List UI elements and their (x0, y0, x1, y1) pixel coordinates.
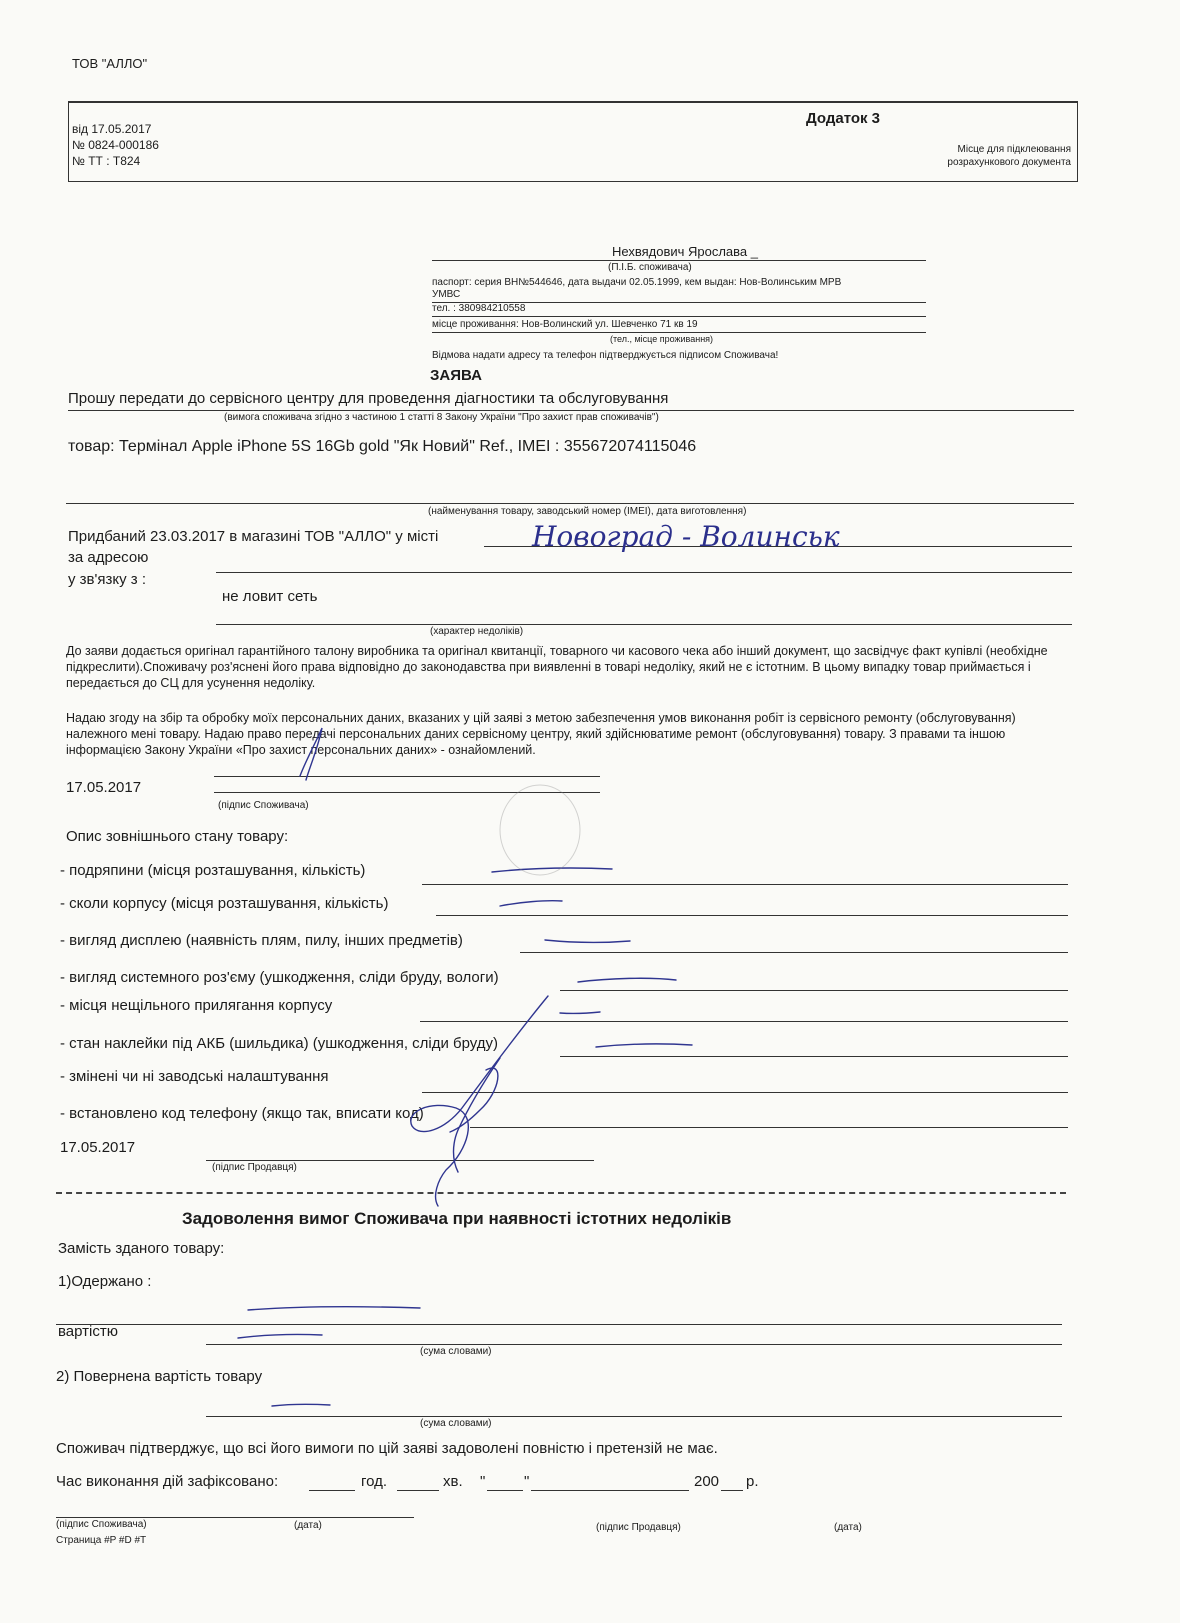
footer-consumer-sign: (підпис Споживача) (56, 1519, 147, 1530)
footer-date-1: (дата) (294, 1520, 322, 1531)
condition-dash (492, 868, 612, 872)
condition-item: - сколи корпусу (місця розташування, кількість) (60, 895, 389, 912)
warranty-paragraph: До заяви додається оригінал гарантійного талону виробника та оригінал квитанції, товарного чи касового чека або інший документ, що засвідчує факт купівлі (необхідне підкреслити).Споживачу роз'яснені його права відповідно до законодавства при виявленні в товарі недоліку, який не є істотним. В цьому випадку товар приймається і передається до СЦ для усунення недоліку. (66, 644, 1048, 690)
cost-label: вартістю (58, 1323, 118, 1340)
received-label: 1)Одержано : (58, 1273, 152, 1290)
cut-line (56, 1192, 1066, 1194)
footer-date-2: (дата) (834, 1522, 862, 1533)
receipt-place-2: розрахункового документа (947, 157, 1071, 168)
confirm-text: Споживач підтверджує, що всі його вимоги по цій заяві задоволені повністю і претензій не має. (56, 1440, 718, 1457)
returned-dash (272, 1404, 330, 1406)
consumer-sign-date: 17.05.2017 (66, 779, 142, 796)
time-minutes: хв. (443, 1473, 463, 1490)
consumer-residence: місце проживання: Нов-Волинский ул. Шевченко 71 кв 19 (432, 319, 698, 330)
statement-request: Прошу передати до сервісного центру для проведення діагностики та обслуговування (68, 390, 669, 407)
address-label: за адресою (68, 549, 149, 566)
doc-date: від 17.05.2017 (72, 122, 152, 136)
condition-item: - встановлено код телефону (якщо так, вписати код) (60, 1105, 424, 1122)
page-counter: Страница #P #D #T (56, 1535, 147, 1546)
goods-line: товар: Термінал Apple iPhone 5S 16Gb gold "Як Новий" Ref., IMEI : 355672074115046 (68, 438, 697, 455)
defect-caption: (характер недоліків) (430, 626, 524, 637)
passport-line-1: паспорт: серия ВН№544646, дата выдачи 02.05.1999, кем выдан: Нов-Волинським МРВ (432, 277, 842, 288)
instead-label: Замість зданого товару: (58, 1240, 225, 1257)
consumer-phone: тел. : 380984210558 (432, 303, 526, 314)
condition-item: - змінені чи ні заводські налаштування (60, 1068, 329, 1085)
header-box (68, 101, 1078, 182)
passport-line-2: УМВС (432, 289, 461, 300)
doc-number: № 0824-000186 (72, 138, 159, 152)
condition-dash (560, 1012, 600, 1013)
request-caption: (вимога споживача згідно з частиною 1 статті 8 Закону України "Про захист прав споживачів") (224, 412, 659, 423)
company-name: ТОВ "АЛЛО" (72, 56, 148, 71)
receipt-place-1: Місце для підклеювання (957, 144, 1071, 155)
seller-sign-date: 17.05.2017 (60, 1139, 136, 1156)
annex-label: Додаток 3 (806, 110, 881, 127)
city-handwritten: Новоград - Волинськ (532, 520, 840, 553)
condition-dash (500, 901, 562, 906)
seller-sign-caption: (підпис Продавця) (212, 1162, 297, 1173)
condition-item: - подряпини (місця розташування, кількість) (60, 862, 366, 879)
sum-caption-2: (сума словами) (420, 1418, 492, 1429)
consumer-name: Нехвядович Ярослава _ (612, 244, 758, 259)
condition-dash (545, 940, 630, 942)
condition-item: - вигляд дисплею (наявність плям, пилу, інших предметів) (60, 932, 463, 949)
goods-caption: (найменування товару, заводський номер (IMEI), дата виготовлення) (428, 506, 747, 517)
statement-title: ЗАЯВА (430, 367, 482, 384)
returned-label: 2) Повернена вартість товару (56, 1368, 263, 1385)
doc-tt: № ТТ : Т824 (72, 154, 141, 168)
time-year-suffix: р. (746, 1473, 759, 1490)
consumer-sign-caption: (підпис Споживача) (218, 800, 309, 811)
time-quote-open: " (480, 1473, 486, 1490)
time-hours: год. (361, 1473, 388, 1490)
condition-item: - стан наклейки під АКБ (шильдика) (ушкодження, сліди бруду) (60, 1035, 499, 1052)
residence-caption: (тел., місце проживання) (610, 334, 714, 344)
reason-label: у зв'язку з : (68, 571, 146, 588)
time-quote-close: " (524, 1473, 530, 1490)
time-year: 200 (694, 1473, 720, 1490)
condition-item: - вигляд системного роз'єму (ушкодження, сліди бруду, вологи) (60, 969, 499, 986)
footer-seller-sign: (підпис Продавця) (596, 1522, 681, 1533)
purchase-line: Придбаний 23.03.2017 в магазині ТОВ "АЛЛО" у місті (68, 528, 439, 545)
defect-text: не ловит сеть (222, 588, 318, 605)
condition-item: - місця нещільного прилягання корпусу (60, 997, 333, 1014)
refusal-note: Відмова надати адресу та телефон підтверджується підписом Споживача! (432, 350, 779, 361)
consumer-name-caption: (П.І.Б. споживача) (608, 262, 692, 273)
consent-paragraph: Надаю згоду на збір та обробку моїх персональних даних, вказаних у цій заяві з метою забезпечення умов виконання робіт із сервісного ремонту (обслуговування) належного мені товару. Надаю право передачі персональних даних сервісному центру, який здійснюватиме ремонт (обслуговування) товару. З правами та іншою інформацією Закону України «Про захист персональних даних» - ознайомлений. (66, 711, 1016, 757)
time-label: Час виконання дій зафіксовано: (56, 1473, 279, 1490)
seller-signature (411, 996, 548, 1206)
condition-dash (596, 1044, 692, 1047)
cost-dash (238, 1334, 322, 1338)
condition-dash (578, 978, 676, 982)
received-dash (248, 1307, 420, 1310)
condition-title: Опис зовнішнього стану товару: (66, 828, 289, 845)
sum-caption-1: (сума словами) (420, 1346, 492, 1357)
satisfaction-title: Задоволення вимог Споживача при наявності істотних недоліків (182, 1209, 732, 1228)
